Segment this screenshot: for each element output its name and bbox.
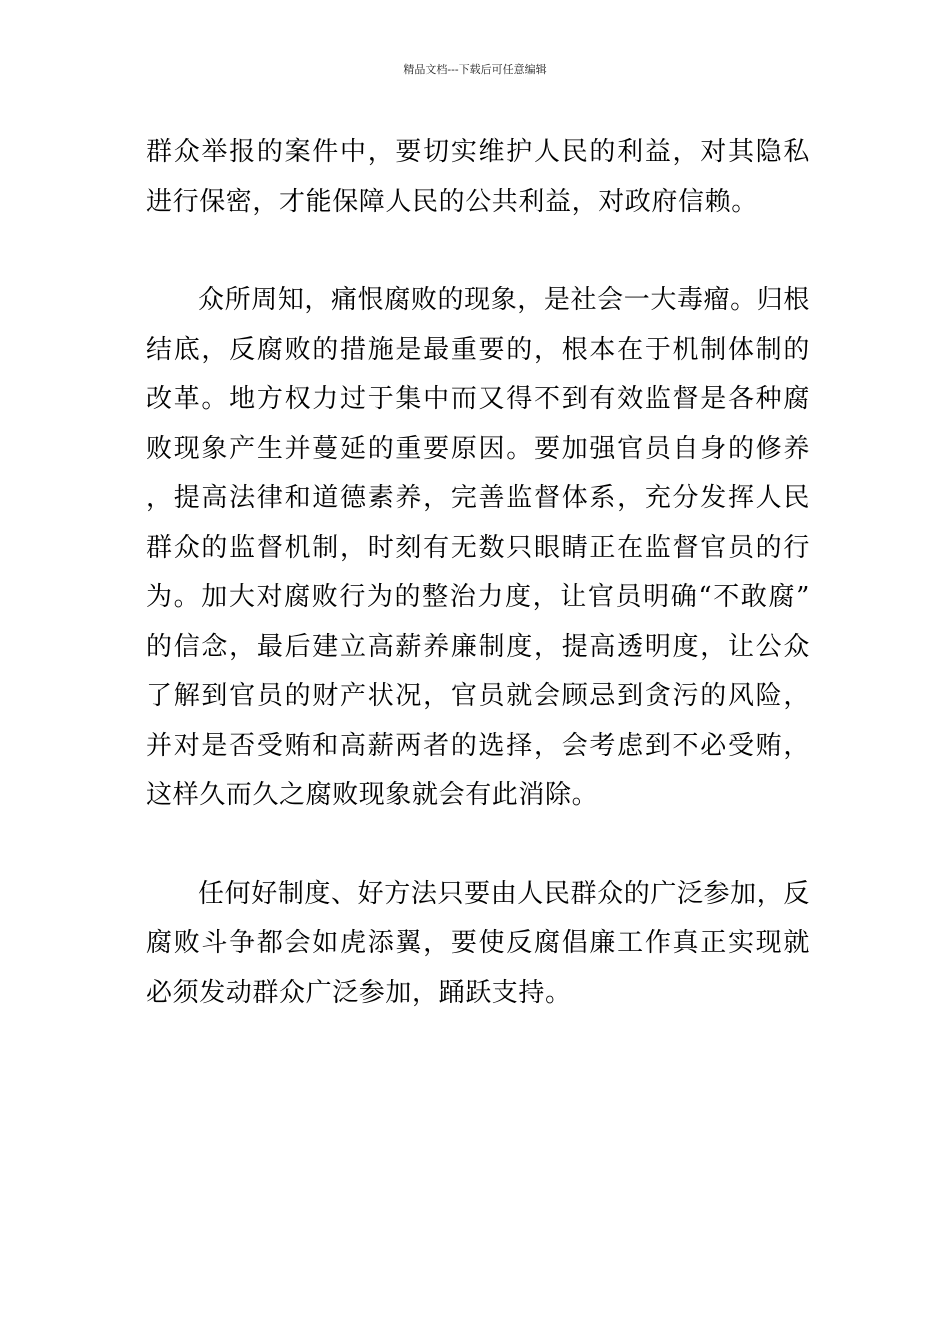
paragraph-1: 群众举报的案件中，要切实维护人民的利益，对其隐私进行保密，才能保障人民的公共利益，对政府信赖。 — [146, 137, 810, 217]
paragraph-spacer — [146, 821, 810, 870]
paragraph-2: 众所周知，痛恨腐败的现象，是社会一大毒瘤。归根结底，反腐败的措施是最重要的，根本在于机制体制的改革。地方权力过于集中而又得不到有效监督是各种腐败现象产生并蔓延的重要原因。要加强官员自身的修养，提高法律和道德素养，完善监督体系，充分发挥人民群众的监督机制，时刻有无数只眼睛正在监督官员的行为。加大对腐败行为的整治力度，让官员明确“不敢腐”的信念，最后建立高薪养廉制度，提高透明度，让公众了解到官员的财产状况，官员就会顾忌到贪污的风险，并对是否受贿和高薪两者的选择，会考虑到不必受贿，这样久而久之腐败现象就会有此消除。 — [146, 285, 810, 810]
paragraph-3: 任何好制度、好方法只要由人民群众的广泛参加，反腐败斗争都会如虎添翼，要使反腐倡廉工作真正实现就必须发动群众广泛参加，踊跃支持。 — [146, 878, 810, 1008]
page-header: 精品文档---下载后可任意编辑 — [403, 63, 547, 76]
document-body — [146, 128, 810, 1018]
paragraph-spacer — [146, 227, 810, 276]
